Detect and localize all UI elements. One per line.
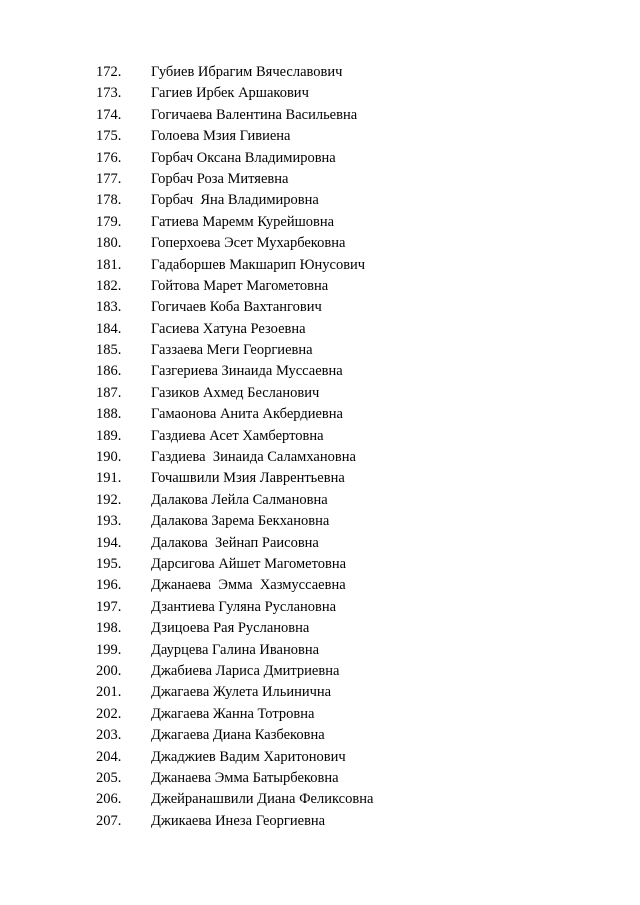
- entry-number: 189.: [96, 427, 122, 444]
- entry-name: Джагаева Жулета Ильинична: [151, 684, 332, 701]
- entry-name: Гогичаев Коба Вахтангович: [151, 299, 322, 316]
- list-item: [0, 426, 640, 447]
- entry-number: 188.: [96, 406, 122, 423]
- entry-name: Газдиева Асет Хамбертовна: [151, 427, 324, 444]
- entry-number: 190.: [96, 449, 122, 466]
- entry-number: 194.: [96, 534, 122, 551]
- entry-number: 192.: [96, 491, 122, 508]
- entry-name: Даурцева Галина Ивановна: [151, 641, 320, 658]
- entry-name: Джейранашвили Диана Феликсовна: [151, 791, 374, 808]
- entry-number: 187.: [96, 384, 122, 401]
- list-item: [0, 404, 640, 425]
- list-item: [0, 747, 640, 768]
- entry-number: 184.: [96, 320, 122, 337]
- entry-name: Гогичаева Валентина Васильевна: [151, 106, 358, 123]
- entry-name: Гамаонова Анита Акбердиевна: [151, 406, 343, 423]
- entry-number: 204.: [96, 748, 122, 765]
- list-item: [0, 190, 640, 211]
- entry-name: Гоперхоева Эсет Мухарбековна: [151, 235, 346, 252]
- list-item: [0, 575, 640, 596]
- entry-name: Газгериева Зинаида Муссаевна: [151, 363, 343, 380]
- entry-name: Далакова Лейла Салмановна: [151, 491, 328, 508]
- list-item: [0, 768, 640, 789]
- list-item: [0, 789, 640, 810]
- entry-name: Гойтова Марет Магометовна: [151, 277, 329, 294]
- entry-name: Джагаева Жанна Тотровна: [151, 705, 315, 722]
- list-item: [0, 361, 640, 382]
- list-item: [0, 169, 640, 190]
- list-item: [0, 468, 640, 489]
- entry-number: 201.: [96, 684, 122, 701]
- list-item: [0, 148, 640, 169]
- entry-name: Газдиева Зинаида Саламхановна: [151, 449, 356, 466]
- entry-name: Газиков Ахмед Бесланович: [151, 384, 320, 401]
- entry-name: Газзаева Меги Георгиевна: [151, 342, 313, 359]
- entry-number: 205.: [96, 769, 122, 786]
- entry-number: 191.: [96, 470, 122, 487]
- entry-name: Горбач Оксана Владимировна: [151, 149, 336, 166]
- list-item: [0, 297, 640, 318]
- list-item: [0, 704, 640, 725]
- entry-number: 196.: [96, 577, 122, 594]
- entry-name: Гагиев Ирбек Аршакович: [151, 85, 309, 102]
- entry-number: 198.: [96, 620, 122, 637]
- entry-name: Джагаева Диана Казбековна: [151, 727, 325, 744]
- entry-number: 206.: [96, 791, 122, 808]
- list-item: [0, 618, 640, 639]
- entry-name: Горбач Яна Владимировна: [151, 192, 319, 209]
- list-item: [0, 640, 640, 661]
- entry-name: Гочашвили Мзия Лаврентьевна: [151, 470, 345, 487]
- entry-name: Далакова Зарема Бекхановна: [151, 513, 330, 530]
- list-item: [0, 233, 640, 254]
- entry-number: 200.: [96, 662, 122, 679]
- entry-number: 178.: [96, 192, 122, 209]
- entry-number: 179.: [96, 213, 122, 230]
- entry-name: Губиев Ибрагим Вячеславович: [151, 64, 343, 80]
- entry-number: 181.: [96, 256, 122, 273]
- list-item: [0, 682, 640, 703]
- entry-name: Джикаева Инеза Георгиевна: [151, 812, 326, 829]
- list-item: [0, 126, 640, 147]
- entry-number: 185.: [96, 342, 122, 359]
- list-item: [0, 511, 640, 532]
- entry-number: 195.: [96, 555, 122, 572]
- entry-number: 177.: [96, 170, 122, 187]
- entry-number: 182.: [96, 277, 122, 294]
- entry-number: 199.: [96, 641, 122, 658]
- entry-name: Джаджиев Вадим Харитонович: [151, 748, 346, 765]
- list-item: [0, 447, 640, 468]
- entry-name: Дарсигова Айшет Магометовна: [151, 555, 347, 572]
- list-item: [0, 533, 640, 554]
- entry-number: 172.: [96, 64, 122, 80]
- list-item: [0, 725, 640, 746]
- entry-number: 186.: [96, 363, 122, 380]
- list-item: [0, 105, 640, 126]
- entry-name: Далакова Зейнап Раисовна: [151, 534, 319, 551]
- entry-name: Джанаева Эмма Хазмуссаевна: [151, 577, 346, 594]
- list-item: [0, 383, 640, 404]
- entry-name: Джабиева Лариса Дмитриевна: [151, 662, 340, 679]
- entry-number: 176.: [96, 149, 122, 166]
- list-item: [0, 255, 640, 276]
- entry-number: 193.: [96, 513, 122, 530]
- entry-name: Джанаева Эмма Батырбековна: [151, 769, 339, 786]
- entry-number: 203.: [96, 727, 122, 744]
- list-item: [0, 661, 640, 682]
- list-item: [0, 597, 640, 618]
- entry-number: 175.: [96, 128, 122, 145]
- entry-name: Дзантиева Гуляна Руслановна: [151, 598, 337, 615]
- list-item: [0, 490, 640, 511]
- entry-number: 183.: [96, 299, 122, 316]
- list-item: [0, 212, 640, 233]
- list-item: [0, 319, 640, 340]
- entry-name: Гатиева Маремм Курейшовна: [151, 213, 335, 230]
- entry-number: 180.: [96, 235, 122, 252]
- entry-name: Дзицоева Рая Руслановна: [151, 620, 310, 637]
- entry-name: Гасиева Хатуна Резоевна: [151, 320, 306, 337]
- list-item: [0, 554, 640, 575]
- list-item: [0, 276, 640, 297]
- list-item: [0, 62, 640, 83]
- entry-number: 197.: [96, 598, 122, 615]
- entry-name: Голоева Мзия Гивиена: [151, 128, 291, 145]
- name-list: [0, 62, 640, 832]
- entry-name: Горбач Роза Митяевна: [151, 170, 289, 187]
- list-item: [0, 811, 640, 832]
- entry-number: 202.: [96, 705, 122, 722]
- entry-number: 173.: [96, 85, 122, 102]
- entry-name: Гадаборшев Макшарип Юнусович: [151, 256, 366, 273]
- entry-number: 174.: [96, 106, 122, 123]
- list-item: [0, 340, 640, 361]
- entry-number: 207.: [96, 812, 122, 829]
- list-item: [0, 83, 640, 104]
